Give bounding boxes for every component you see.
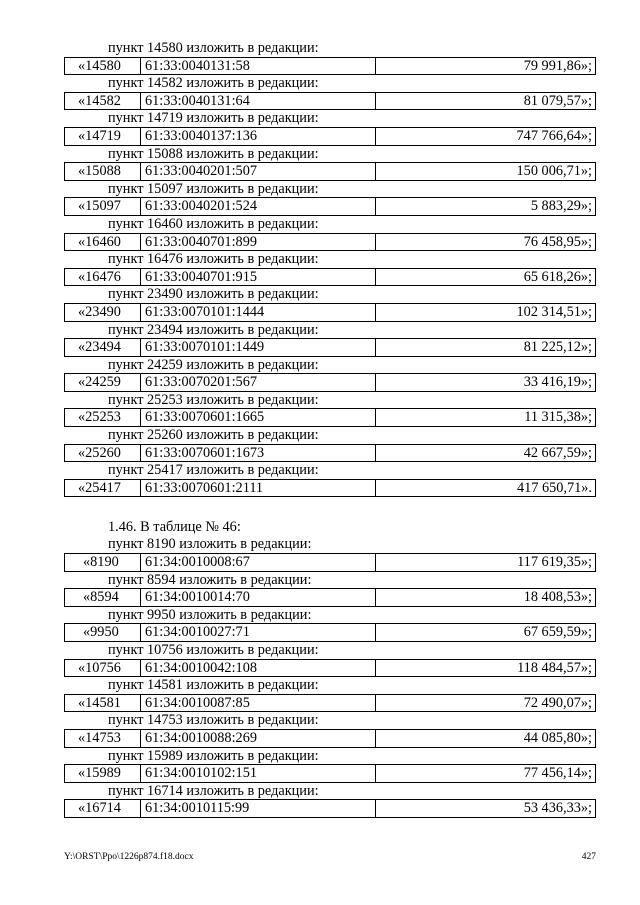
item-caption: пункт 10756 изложить в редакции: bbox=[108, 642, 319, 658]
cadastral-number-cell: 61:34:0010115:99 bbox=[141, 800, 376, 817]
item-caption: пункт 16714 изложить в редакции: bbox=[108, 782, 319, 799]
table-row bbox=[64, 479, 596, 498]
table-row bbox=[64, 588, 596, 607]
row-number-cell: «14581 bbox=[65, 695, 141, 712]
row-number-cell: «10756 bbox=[65, 660, 141, 677]
value-cell: 65 618,26»; bbox=[523, 268, 592, 285]
value-cell: 33 416,19»; bbox=[523, 374, 592, 391]
table-row bbox=[64, 764, 596, 783]
row-number-cell: «14753 bbox=[65, 730, 141, 747]
cadastral-number-cell: 61:33:0070201:567 bbox=[141, 374, 376, 391]
cadastral-number-cell: 61:33:0070101:1444 bbox=[141, 304, 376, 321]
table-row bbox=[64, 623, 596, 642]
value-cell: 77 456,14»; bbox=[523, 765, 592, 782]
page-footer bbox=[64, 851, 596, 863]
item-caption: пункт 25253 изложить в редакции: bbox=[108, 391, 319, 408]
row-number-cell: «14580 bbox=[65, 58, 141, 75]
cadastral-number-cell: 61:33:0040131:64 bbox=[141, 93, 376, 110]
item-caption: пункт 15097 изложить в редакции: bbox=[108, 180, 319, 197]
section-heading: 1.46. В таблице № 46: bbox=[108, 519, 241, 536]
value-cell: 417 650,71». bbox=[516, 479, 592, 496]
item-caption: пункт 9950 изложить в редакции: bbox=[108, 606, 312, 623]
table-row bbox=[64, 303, 596, 322]
item-caption: пункт 8190 изложить в редакции: bbox=[108, 536, 312, 553]
cadastral-number-cell: 61:33:0040201:524 bbox=[141, 198, 376, 215]
cadastral-number-cell: 61:33:0040701:899 bbox=[141, 234, 376, 251]
table-row bbox=[64, 57, 596, 76]
cadastral-number-cell: 61:34:0010087:85 bbox=[141, 695, 376, 712]
item-caption: пункт 16476 изложить в редакции: bbox=[108, 251, 319, 268]
row-number-cell: «16714 bbox=[65, 800, 141, 817]
value-cell: 76 458,95»; bbox=[523, 233, 592, 250]
row-number-cell: «14719 bbox=[65, 128, 141, 145]
table-row bbox=[64, 659, 596, 678]
value-cell: 53 436,33»; bbox=[523, 800, 592, 817]
item-caption: пункт 14753 изложить в редакции: bbox=[108, 712, 319, 729]
table-row bbox=[64, 729, 596, 748]
table-row bbox=[64, 694, 596, 713]
item-caption: пункт 23494 изложить в редакции: bbox=[108, 321, 319, 338]
item-caption: пункт 14581 изложить в редакции: bbox=[108, 677, 319, 694]
row-number-cell: «25260 bbox=[65, 445, 141, 462]
row-number-cell: «15088 bbox=[65, 163, 141, 180]
cadastral-number-cell: 61:33:0070601:1673 bbox=[141, 445, 376, 462]
value-cell: 118 484,57»; bbox=[517, 659, 592, 676]
value-cell: 67 659,59»; bbox=[523, 624, 592, 641]
row-number-cell: «23494 bbox=[65, 339, 141, 356]
value-cell: 5 883,29»; bbox=[530, 198, 592, 215]
amendments-table-2 bbox=[64, 536, 596, 818]
table-row bbox=[64, 373, 596, 392]
cadastral-number-cell: 61:34:0010102:151 bbox=[141, 765, 376, 782]
item-caption: пункт 14582 изложить в редакции: bbox=[108, 75, 319, 92]
row-number-cell: «16476 bbox=[65, 269, 141, 286]
table-row bbox=[64, 92, 596, 111]
item-caption: пункт 23490 изложить в редакции: bbox=[108, 286, 319, 303]
table-row bbox=[64, 408, 596, 427]
row-number-cell: «25417 bbox=[65, 480, 141, 497]
value-cell: 42 667,59»; bbox=[523, 444, 592, 461]
cadastral-number-cell: 61:33:0070601:1665 bbox=[141, 409, 376, 426]
row-number-cell: «16460 bbox=[65, 234, 141, 251]
table-row bbox=[64, 233, 596, 252]
footer-page-number: 427 bbox=[581, 852, 596, 862]
amendments-table-1 bbox=[64, 40, 596, 497]
item-caption: пункт 15088 изложить в редакции: bbox=[108, 145, 319, 162]
value-cell: 81 225,12»; bbox=[523, 339, 592, 356]
document-body bbox=[64, 40, 596, 818]
footer-file-path: Y:\ORST\Ppo\1226p874.f18.docx bbox=[64, 852, 194, 862]
row-number-cell: «24259 bbox=[65, 374, 141, 391]
cadastral-number-cell: 61:33:0070601:2111 bbox=[141, 480, 376, 497]
table-row bbox=[64, 338, 596, 357]
cadastral-number-cell: 61:34:0010008:67 bbox=[141, 554, 376, 571]
cadastral-number-cell: 61:34:0010042:108 bbox=[141, 660, 376, 677]
item-caption: пункт 25260 изложить в редакции: bbox=[108, 427, 319, 444]
cadastral-number-cell: 61:33:0040201:507 bbox=[141, 163, 376, 180]
row-number-cell: «25253 bbox=[65, 409, 141, 426]
row-number-cell: «14582 bbox=[65, 93, 141, 110]
row-number-cell: «8190 bbox=[65, 554, 141, 571]
row-number-cell: «15097 bbox=[65, 198, 141, 215]
value-cell: 11 315,38»; bbox=[524, 409, 592, 426]
value-cell: 747 766,64»; bbox=[516, 127, 592, 144]
row-number-cell: «23490 bbox=[65, 304, 141, 321]
table-row bbox=[64, 799, 596, 818]
item-caption: пункт 15989 изложить в редакции: bbox=[108, 747, 319, 764]
item-caption: пункт 8594 изложить в редакции: bbox=[108, 571, 312, 588]
cadastral-number-cell: 61:34:0010027:71 bbox=[141, 624, 376, 641]
item-caption: пункт 24259 изложить в редакции: bbox=[108, 356, 319, 373]
table-row bbox=[64, 268, 596, 287]
item-caption: пункт 25417 изложить в редакции: bbox=[108, 462, 319, 479]
table-row bbox=[64, 553, 596, 572]
cadastral-number-cell: 61:33:0070101:1449 bbox=[141, 339, 376, 356]
item-caption: пункт 16460 изложить в редакции: bbox=[108, 215, 319, 232]
cadastral-number-cell: 61:33:0040131:58 bbox=[141, 58, 376, 75]
value-cell: 117 619,35»; bbox=[517, 554, 592, 571]
value-cell: 102 314,51»; bbox=[516, 303, 592, 320]
item-caption: пункт 14580 изложить в редакции: bbox=[108, 40, 319, 56]
table-row bbox=[64, 444, 596, 463]
table-row bbox=[64, 127, 596, 146]
table-row bbox=[64, 162, 596, 181]
value-cell: 72 490,07»; bbox=[523, 694, 592, 711]
item-caption: пункт 14719 изложить в редакции: bbox=[108, 110, 319, 127]
value-cell: 150 006,71»; bbox=[516, 163, 592, 180]
cadastral-number-cell: 61:33:0040701:915 bbox=[141, 269, 376, 286]
value-cell: 18 408,53»; bbox=[523, 589, 592, 606]
value-cell: 81 079,57»; bbox=[523, 92, 592, 109]
cadastral-number-cell: 61:34:0010088:269 bbox=[141, 730, 376, 747]
row-number-cell: «9950 bbox=[65, 624, 141, 641]
value-cell: 79 991,86»; bbox=[523, 57, 592, 74]
value-cell: 44 085,80»; bbox=[523, 729, 592, 746]
row-number-cell: «8594 bbox=[65, 589, 141, 606]
cadastral-number-cell: 61:33:0040137:136 bbox=[141, 128, 376, 145]
cadastral-number-cell: 61:34:0010014:70 bbox=[141, 589, 376, 606]
table-row bbox=[64, 197, 596, 216]
row-number-cell: «15989 bbox=[65, 765, 141, 782]
